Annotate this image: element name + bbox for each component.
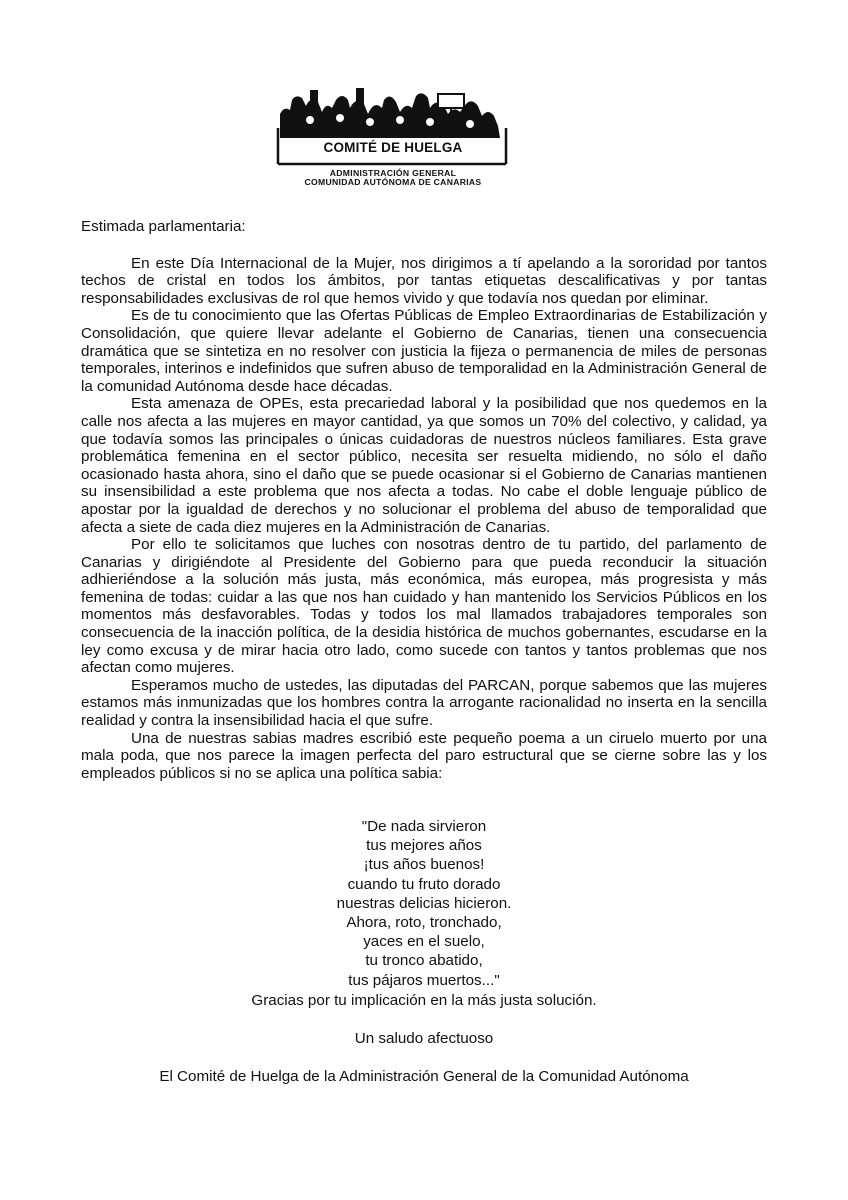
paragraph-2: Es de tu conocimiento que las Ofertas Públicas de Empleo Extraordinarias de Estabilización y Consolidación, que quiere llevar adelante el Gobierno de Canarias, tienen una consecuencia dramática que se sintetiza en no resolver con justicia la fijeza o permanencia de miles de personas temporales, interinos e indefinidos que sufren abuso de temporalidad en la Administración General de la comunidad Autónoma desde hace décadas. bbox=[81, 307, 767, 395]
logo-subtitle-line1: ADMINISTRACIÓN GENERAL bbox=[329, 168, 457, 178]
poem-line: tus pájaros muertos..." bbox=[348, 971, 500, 989]
poem-line: nuestras delicias hicieron. bbox=[336, 894, 512, 912]
poem-line: Ahora, roto, tronchado, bbox=[346, 914, 502, 932]
poem-line: yaces en el suelo, bbox=[363, 933, 485, 951]
regards-line: Un saludo afectuoso bbox=[354, 1030, 494, 1047]
poem-line: "De nada sirvieron bbox=[361, 818, 487, 835]
paragraph-4: Por ello te solicitamos que luches con nosotras dentro de tu partido, del parlamento de Canarias y dirigiéndote al Presidente del Gobierno para que pueda reconducir la situación adhieriéndose a la solución más justa, más económica, más europea, más progresista y más femenina de todas: cuidar a las que nos han cuidado y han mantenido los Servicios Públicos en los momentos más desfavorables. Todas y todos los mal llamados trabajadores temporales son consecuencia de la inacción política, de la desidia histórica de muchos gobernantes, escudarse en la ley como excusa y de mirar hacia otro lado, como sucede con tantos y tantos problemas que nos afectan como mujeres. bbox=[81, 536, 767, 677]
letter-body bbox=[81, 218, 767, 782]
poem-line: tu tronco abatido, bbox=[365, 952, 483, 970]
poem-line: tus mejores años bbox=[366, 837, 482, 855]
paragraph-1: En este Día Internacional de la Mujer, nos dirigimos a tí apelando a la sororidad por tantos techos de cristal en todos los ámbitos, por tantas etiquetas descalificativas y por tantas responsabilidades exclusivas de rol que hemos vivido y que todavía nos quedan por eliminar. bbox=[81, 254, 767, 307]
paragraph-6: Una de nuestras sabias madres escribió este pequeño poema a un ciruelo muerto por una mala poda, que nos parece la imagen perfecta del paro estructural que se cierne sobre las y los empleados públicos si no se aplica una política sabia: bbox=[81, 729, 767, 782]
logo-subtitle-line2: COMUNIDAD AUTÓNOMA DE CANARIAS bbox=[304, 177, 482, 187]
poem bbox=[81, 817, 767, 990]
strike-committee-logo bbox=[270, 86, 516, 186]
logo-title: COMITÉ DE HUELGA bbox=[323, 140, 463, 155]
salutation: Estimada parlamentaria: bbox=[81, 218, 246, 235]
poem-line: ¡tus años buenos! bbox=[363, 856, 485, 874]
poem-line: cuando tu fruto dorado bbox=[347, 875, 501, 893]
paragraph-3: Esta amenaza de OPEs, esta precariedad laboral y la posibilidad que nos quedemos en la calle nos afecta a las mujeres en mayor cantidad, ya que somos un 70% del colectivo, y calidad, ya que todavía somos las principales o únicas cuidadoras de nuestros núcleos familiares. Esta grave problemática femenina en el sector público, necesita ser resuelta midiendo, no sólo el daño ocasionado hasta ahora, sino el daño que se puede ocasionar si el Gobierno de Canarias mantienen su insensibilidad a este problema que nos afecta a todas. No cabe el doble lenguaje público de apostar por la igualdad de derechos y no solucionar el problema del abuso de temporalidad que afecta a siete de cada diez mujeres en la Administración de Canarias. bbox=[81, 395, 767, 536]
signature-line: El Comité de Huelga de la Administración General de la Comunidad Autónoma bbox=[159, 1068, 689, 1085]
thanks-line: Gracias por tu implicación en la más justa solución. bbox=[251, 992, 597, 1009]
paragraph-5: Esperamos mucho de ustedes, las diputadas del PARCAN, porque sabemos que las mujeres estamos más inmunizadas que los hombres contra la arrogante racionalidad no inserta en la sencilla realidad y contra la insensibilidad hacia el que sufre. bbox=[81, 676, 767, 730]
